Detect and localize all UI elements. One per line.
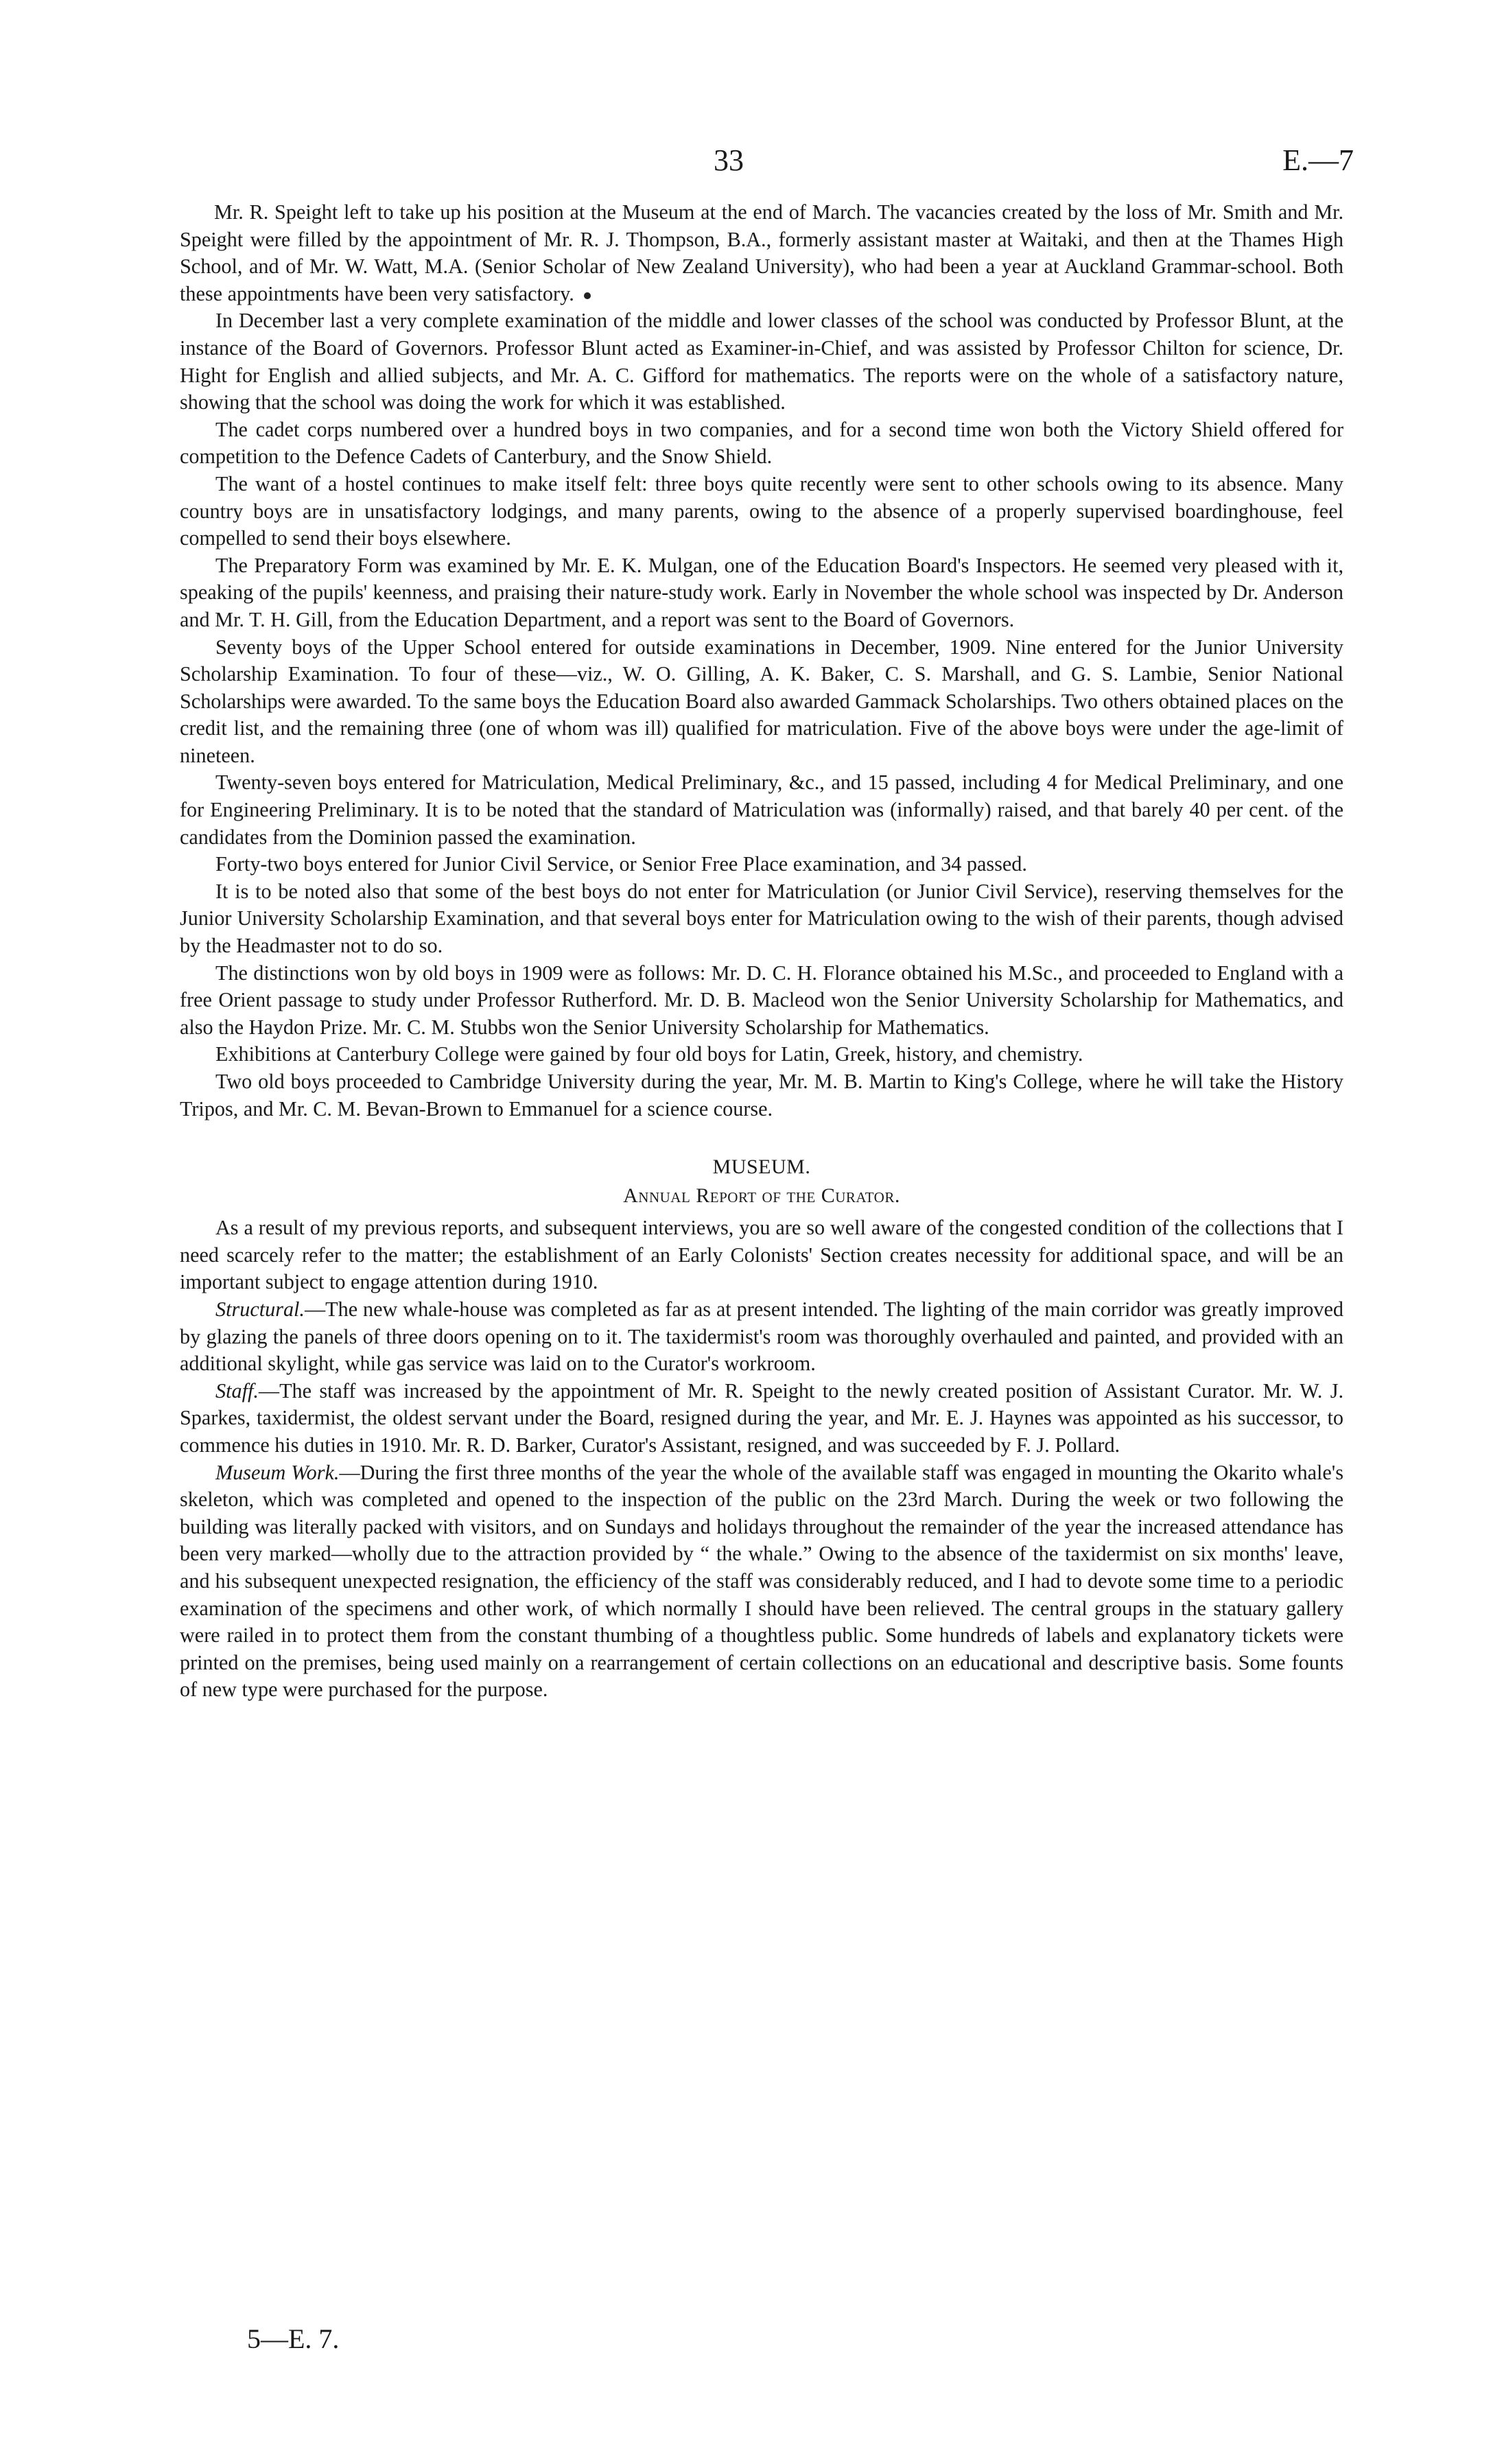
paragraph-staff [180, 1378, 1343, 1459]
paragraph-civil-service: Forty-two boys entered for Junior Civil Service, or Senior Free Place examination, and 34 passed. [215, 852, 1027, 876]
paragraph-best-boys: It is to be noted also that some of the best boys do not enter for Matriculation (or Junior Civil Service), reserving themselves for the Junior University Scholarship Examination, and that several boys enter for Matriculation owing to the wish of their parents, though advised by the Headmaster not to do so. [180, 879, 1343, 958]
paragraph-exhibitions: Exhibitions at Canterbury College were gained by four old boys for Latin, Greek, history, and chemistry. [215, 1042, 1083, 1066]
paragraph-cambridge: Two old boys proceeded to Cambridge University during the year, Mr. M. B. Martin to King's College, where he will take the History Tripos, and Mr. C. M. Bevan-Brown to Emmanuel for a science course. [180, 1070, 1343, 1120]
paragraph-distinctions: The distinctions won by old boys in 1909 were as follows: Mr. D. C. H. Florance obtained his M.Sc., and proceeded to England with a free Orient passage to study under Professor Rutherford. Mr. D. B. Macleod won the Senior University Scholarship for Mathematics, and also the Haydon Prize. Mr. C. M. Stubbs won the Senior University Scholarship for Mathematics. [180, 961, 1343, 1039]
museum-work-label: Museum Work. [215, 1460, 340, 1484]
paragraph-structural [180, 1296, 1343, 1378]
document-code: E.—7 [1282, 143, 1354, 177]
structural-label: Structural. [215, 1297, 305, 1321]
staff-label: Staff. [215, 1378, 259, 1403]
paragraph-text: Mr. R. Speight left to take up his position at the Museum at the end of March. The vacancies created by the loss of Mr. Smith and Mr. Speight were filled by the appointment of Mr. R. J. Thompson, B.A., formerly assistant master at Waitaki, and then at the Thames High School, and of Mr. W. Watt, M.A. (Senior Scholar of New Zealand University), who had been a year at Auckland Grammar-school. Both these appointments have been very satisfactory. [180, 200, 1343, 305]
curator-report-heading: Annual Report of the Curator. [623, 1184, 900, 1208]
paragraph-museum-intro: As a result of my previous reports, and subsequent interviews, you are so well aware of the congested condition of the collections that I need scarcely refer to the matter; the establishment of an Early Colonists' Section creates necessity for additional space, and will be an important subject to engage attention during 1910. [180, 1216, 1343, 1294]
paragraph-hostel: The want of a hostel continues to make itself felt: three boys quite recently were sent to other schools owing to its absence. Many country boys are in unsatisfactory lodgings, and many parents, owing to the absence of a properly supervised boardinghouse, feel compelled to send their boys elsewhere. [180, 471, 1343, 550]
paragraph-upper-school: Seventy boys of the Upper School entered for outside examinations in December, 1909. Nine entered for the Junior University Scholarship Examination. To four of these—viz., W. O. Gilling, A. K. Baker, C. S. Marshall, and G. S. Lambie, Senior National Scholarships were awarded. To the same boys the Education Board also awarded Gammack Scholarships. Two others obtained places on the credit list, and the remaining three (one of whom was ill) qualified for matriculation. Five of the above boys were under the age-limit of nineteen. [180, 635, 1343, 767]
page-number: 33 [714, 143, 744, 177]
bullet-mark-icon [584, 292, 591, 299]
page-header [0, 143, 1491, 184]
paragraph-matriculation: Twenty-seven boys entered for Matriculation, Medical Preliminary, &c., and 15 passed, including 4 for Medical Preliminary, and one for Engineering Preliminary. It is to be noted that the standard of Matriculation was (informally) raised, and that barely 40 per cent. of the candidates from the Dominion passed the examination. [180, 771, 1343, 849]
museum-work-text: —During the first three months of the year the whole of the available staff was engaged in mounting the Okarito whale's skeleton, which was completed and opened to the inspection of the public on the 23rd March. During the week or two following the building was literally packed with visitors, and on Sundays and holidays throughout the remainder of the year the increased attendance has been very marked—wholly due to the attraction provided by “ the whale.” Owing to the absence of the taxidermist on six months' leave, and his subsequent unexpected resignation, the efficiency of the staff was considerably reduced, and I had to devote some time to a periodic examination of the specimens and other work, of which normally I should have been relieved. The central groups in the statuary gallery were railed in to protect them from the constant thumbing of a thoughtless public. Some hundreds of labels and explanatory tickets were printed on the premises, being used mainly on a rearrangement of certain collections on an educational and descriptive basis. Some founts of new type were purchased for the purpose. [180, 1460, 1343, 1702]
paragraph-examination: In December last a very complete examination of the middle and lower classes of the school was conducted by Professor Blunt, at the instance of the Board of Governors. Professor Blunt acted as Examiner-in-Chief, and was assisted by Professor Chilton for science, Dr. Hight for English and allied subjects, and Mr. A. C. Gifford for mathematics. The reports were on the whole of a satisfactory nature, showing that the school was doing the work for which it was established. [180, 309, 1343, 414]
page-footer-signature: 5—E. 7. [247, 2323, 340, 2354]
structural-text: —The new whale-house was completed as far as at present intended. The lighting of the main corridor was greatly improved by glazing the panels of three doors opening on to it. The taxidermist's room was thoroughly overhauled and painted, and provided with an additional skylight, while gas service was laid on to the Curator's workroom. [180, 1297, 1343, 1376]
paragraph-staff-changes [180, 199, 1343, 307]
museum-heading: MUSEUM. [712, 1155, 811, 1179]
staff-text: —The staff was increased by the appointment of Mr. R. Speight to the newly created position of Assistant Curator. Mr. W. J. Sparkes, taxidermist, the oldest servant under the Board, resigned during the year, and Mr. E. J. Haynes was appointed as his successor, to commence his duties in 1910. Mr. R. D. Barker, Curator's Assistant, resigned, and was succeeded by F. J. Pollard. [180, 1378, 1343, 1457]
paragraph-preparatory-form: The Preparatory Form was examined by Mr. E. K. Mulgan, one of the Education Board's Inspectors. He seemed very pleased with it, speaking of the pupils' keenness, and praising their nature-study work. Early in November the whole school was inspected by Dr. Anderson and Mr. T. H. Gill, from the Education Department, and a report was sent to the Board of Governors. [180, 553, 1343, 631]
paragraph-cadet-corps: The cadet corps numbered over a hundred boys in two companies, and for a second time won both the Victory Shield offered for competition to the Defence Cadets of Canterbury, and the Snow Shield. [180, 417, 1343, 469]
paragraph-museum-work [180, 1459, 1343, 1704]
document-body [180, 199, 1343, 1704]
